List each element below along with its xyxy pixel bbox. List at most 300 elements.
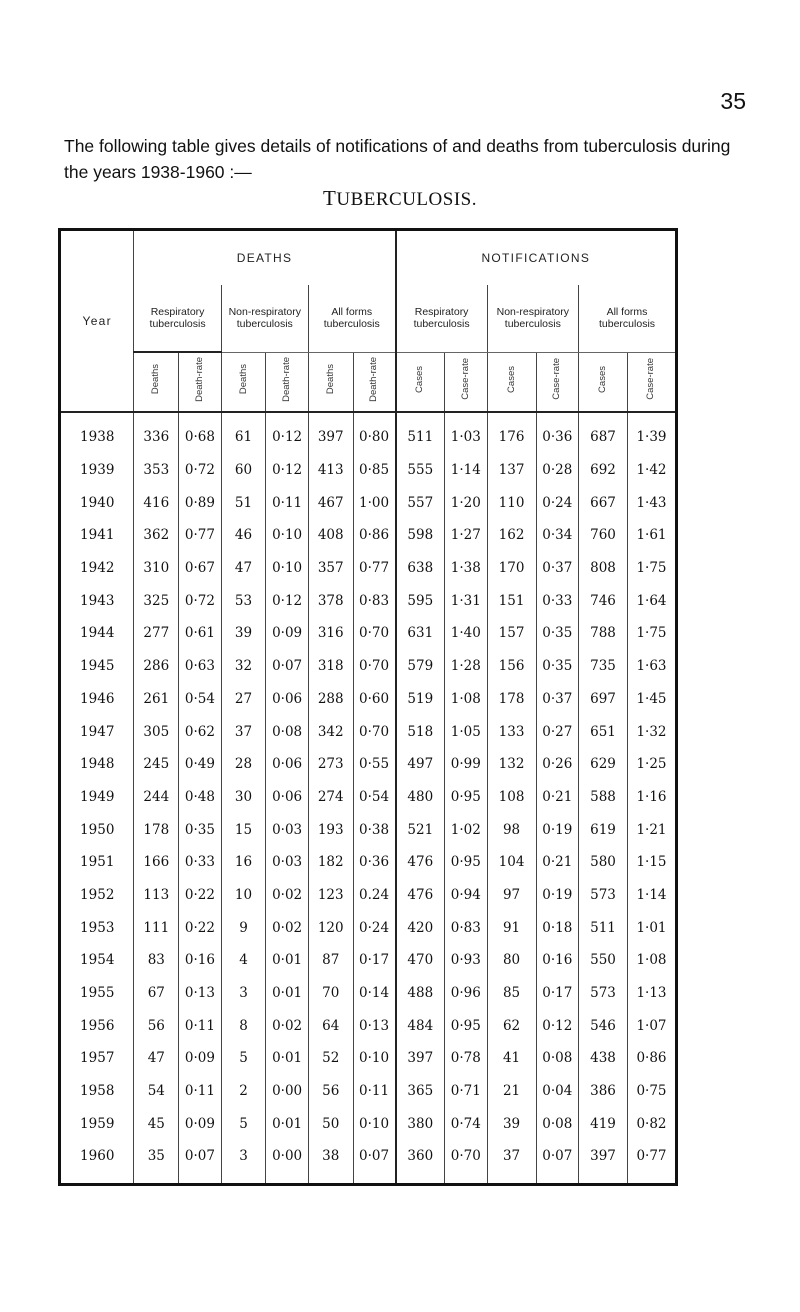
subhead-deaths: Deaths: [134, 352, 179, 412]
table-row: [60, 1042, 677, 1075]
cell-all-case-rate: 1·25: [627, 748, 676, 781]
cell-nonresp-cases: 41: [487, 1042, 536, 1075]
cell-nonresp-death-rate: 0·08: [266, 715, 309, 748]
table-row: [60, 748, 677, 781]
cell-year: 1950: [80, 821, 115, 838]
table-row: [60, 486, 677, 519]
cell-nonresp-case-rate: 0·26: [536, 748, 579, 781]
cell-all-case-rate: 1·14: [627, 879, 676, 912]
table-row: [60, 683, 677, 716]
cell-resp-cases: 480: [396, 781, 445, 814]
cell-resp-case-rate: 1·40: [445, 617, 488, 650]
cell-nonresp-death-rate: 0·02: [266, 879, 309, 912]
cell-nonresp-case-rate: 0·07: [536, 1140, 579, 1184]
cell-resp-cases: 380: [396, 1107, 445, 1140]
cell-all-death-rate: 0·70: [353, 650, 396, 683]
cell-nonresp-cases: 178: [487, 683, 536, 716]
subhead-deaths: Deaths: [308, 352, 353, 412]
notif-nonrespiratory-header: Non-respiratory tuberculosis: [487, 285, 578, 352]
cell-resp-death-rate: 0·48: [179, 781, 222, 814]
cell-nonresp-deaths: 46: [221, 519, 266, 552]
cell-year: 1940: [80, 494, 115, 511]
cell-resp-case-rate: 0·78: [445, 1042, 488, 1075]
cell-nonresp-deaths: 47: [221, 552, 266, 585]
cell-all-case-rate: 1·45: [627, 683, 676, 716]
cell-resp-cases: 476: [396, 879, 445, 912]
cell-resp-case-rate: 0·74: [445, 1107, 488, 1140]
cell-resp-death-rate: 0·16: [179, 944, 222, 977]
cell-all-deaths: 397: [308, 412, 353, 454]
cell-nonresp-death-rate: 0·11: [266, 486, 309, 519]
heading-rest: UBERCULOSIS.: [336, 189, 477, 210]
cell-nonresp-death-rate: 0·06: [266, 683, 309, 716]
cell-all-death-rate: 0·13: [353, 1009, 396, 1042]
cell-nonresp-case-rate: 0·04: [536, 1075, 579, 1108]
cell-resp-cases: 420: [396, 911, 445, 944]
cell-resp-cases: 557: [396, 486, 445, 519]
cell-nonresp-cases: 62: [487, 1009, 536, 1042]
cell-all-deaths: 273: [308, 748, 353, 781]
table-row: [60, 813, 677, 846]
cell-nonresp-case-rate: 0·18: [536, 911, 579, 944]
cell-resp-deaths: 83: [134, 944, 179, 977]
cell-all-deaths: 70: [308, 977, 353, 1010]
cell-resp-cases: 360: [396, 1140, 445, 1184]
cell-resp-death-rate: 0·35: [179, 813, 222, 846]
cell-nonresp-cases: 170: [487, 552, 536, 585]
deaths-allforms-header: All forms tuberculosis: [308, 285, 395, 352]
subhead-death-rate: Death-rate: [353, 352, 396, 412]
cell-year: 1958: [80, 1083, 115, 1100]
cell-resp-cases: 519: [396, 683, 445, 716]
cell-year: 1959: [80, 1115, 115, 1132]
subhead-death-rate: Death-rate: [266, 352, 309, 412]
cell-all-cases: 760: [579, 519, 628, 552]
cell-resp-cases: 579: [396, 650, 445, 683]
cell-resp-death-rate: 0·13: [179, 977, 222, 1010]
cell-resp-case-rate: 0·95: [445, 846, 488, 879]
cell-resp-deaths: 245: [134, 748, 179, 781]
cell-all-deaths: 316: [308, 617, 353, 650]
cell-all-death-rate: 0·86: [353, 519, 396, 552]
cell-all-cases: 573: [579, 977, 628, 1010]
cell-all-death-rate: 1·00: [353, 486, 396, 519]
cell-resp-deaths: 336: [134, 412, 179, 454]
cell-all-death-rate: 0·70: [353, 715, 396, 748]
cell-all-death-rate: 0·60: [353, 683, 396, 716]
cell-all-case-rate: 0·77: [627, 1140, 676, 1184]
cell-resp-deaths: 286: [134, 650, 179, 683]
cell-year: 1960: [80, 1148, 115, 1165]
cell-year: 1938: [80, 429, 115, 446]
cell-resp-cases: 555: [396, 454, 445, 487]
cell-all-case-rate: 1·13: [627, 977, 676, 1010]
cell-all-cases: 619: [579, 813, 628, 846]
cell-nonresp-death-rate: 0·01: [266, 977, 309, 1010]
cell-all-cases: 667: [579, 486, 628, 519]
cell-all-cases: 788: [579, 617, 628, 650]
cell-all-cases: 808: [579, 552, 628, 585]
table-row: [60, 911, 677, 944]
cell-resp-cases: 476: [396, 846, 445, 879]
cell-nonresp-case-rate: 0·08: [536, 1107, 579, 1140]
cell-nonresp-cases: 98: [487, 813, 536, 846]
cell-resp-case-rate: 0·95: [445, 1009, 488, 1042]
cell-all-death-rate: 0·07: [353, 1140, 396, 1184]
cell-nonresp-case-rate: 0·21: [536, 846, 579, 879]
cell-resp-case-rate: 1·31: [445, 584, 488, 617]
cell-nonresp-death-rate: 0·12: [266, 454, 309, 487]
cell-resp-deaths: 54: [134, 1075, 179, 1108]
cell-resp-case-rate: 0·71: [445, 1075, 488, 1108]
cell-nonresp-death-rate: 0·06: [266, 781, 309, 814]
cell-all-deaths: 467: [308, 486, 353, 519]
cell-all-deaths: 274: [308, 781, 353, 814]
cell-all-deaths: 87: [308, 944, 353, 977]
year-header: Year: [82, 314, 112, 328]
cell-nonresp-death-rate: 0·03: [266, 813, 309, 846]
cell-all-case-rate: 1·39: [627, 412, 676, 454]
cell-year: 1948: [80, 756, 115, 773]
cell-resp-case-rate: 1·27: [445, 519, 488, 552]
cell-year: 1949: [80, 788, 115, 805]
cell-nonresp-case-rate: 0·17: [536, 977, 579, 1010]
cell-all-cases: 588: [579, 781, 628, 814]
cell-all-deaths: 378: [308, 584, 353, 617]
cell-nonresp-cases: 132: [487, 748, 536, 781]
subhead-cases: Cases: [579, 352, 628, 412]
cell-resp-deaths: 56: [134, 1009, 179, 1042]
cell-nonresp-case-rate: 0·19: [536, 879, 579, 912]
cell-all-death-rate: 0·38: [353, 813, 396, 846]
cell-nonresp-deaths: 51: [221, 486, 266, 519]
cell-resp-cases: 631: [396, 617, 445, 650]
deaths-header: DEATHS: [134, 230, 396, 286]
table-row: [60, 1009, 677, 1042]
cell-year: 1942: [80, 560, 115, 577]
cell-resp-death-rate: 0·67: [179, 552, 222, 585]
cell-all-case-rate: 1·32: [627, 715, 676, 748]
cell-all-deaths: 120: [308, 911, 353, 944]
cell-all-case-rate: 1·15: [627, 846, 676, 879]
cell-all-deaths: 123: [308, 879, 353, 912]
cell-year: 1952: [80, 886, 115, 903]
table-row: [60, 519, 677, 552]
cell-resp-deaths: 35: [134, 1140, 179, 1184]
cell-all-case-rate: 0·86: [627, 1042, 676, 1075]
cell-nonresp-case-rate: 0·35: [536, 650, 579, 683]
cell-nonresp-cases: 104: [487, 846, 536, 879]
cell-nonresp-case-rate: 0·24: [536, 486, 579, 519]
cell-nonresp-deaths: 28: [221, 748, 266, 781]
cell-all-case-rate: 0·75: [627, 1075, 676, 1108]
cell-resp-cases: 638: [396, 552, 445, 585]
table-row: [60, 977, 677, 1010]
intro-paragraph: The following table gives details of notifications of and deaths from tuberculosis during the years 1938-1960 :—: [64, 136, 731, 182]
cell-nonresp-cases: 37: [487, 1140, 536, 1184]
cell-nonresp-deaths: 16: [221, 846, 266, 879]
cell-all-death-rate: 0·80: [353, 412, 396, 454]
cell-nonresp-cases: 97: [487, 879, 536, 912]
cell-all-cases: 692: [579, 454, 628, 487]
table-row: [60, 781, 677, 814]
cell-year: 1947: [80, 723, 115, 740]
cell-resp-cases: 511: [396, 412, 445, 454]
cell-nonresp-death-rate: 0·07: [266, 650, 309, 683]
cell-all-death-rate: 0·14: [353, 977, 396, 1010]
cell-resp-case-rate: 0·96: [445, 977, 488, 1010]
cell-nonresp-cases: 151: [487, 584, 536, 617]
cell-resp-death-rate: 0·22: [179, 911, 222, 944]
cell-nonresp-deaths: 61: [221, 412, 266, 454]
table-row: [60, 650, 677, 683]
cell-nonresp-deaths: 60: [221, 454, 266, 487]
cell-resp-death-rate: 0·89: [179, 486, 222, 519]
cell-all-death-rate: 0·70: [353, 617, 396, 650]
cell-all-deaths: 413: [308, 454, 353, 487]
cell-resp-deaths: 47: [134, 1042, 179, 1075]
cell-all-cases: 746: [579, 584, 628, 617]
subhead-case-rate: Case-rate: [536, 352, 579, 412]
subhead-case-rate: Case-rate: [445, 352, 488, 412]
cell-resp-death-rate: 0·09: [179, 1042, 222, 1075]
cell-year: 1941: [80, 527, 115, 544]
cell-year: 1956: [80, 1017, 115, 1034]
cell-nonresp-death-rate: 0·01: [266, 1107, 309, 1140]
cell-resp-case-rate: 1·38: [445, 552, 488, 585]
cell-resp-death-rate: 0·63: [179, 650, 222, 683]
cell-all-case-rate: 1·42: [627, 454, 676, 487]
cell-nonresp-cases: 21: [487, 1075, 536, 1108]
cell-nonresp-case-rate: 0·27: [536, 715, 579, 748]
cell-resp-deaths: 113: [134, 879, 179, 912]
cell-resp-cases: 497: [396, 748, 445, 781]
cell-year: 1939: [80, 462, 115, 479]
cell-resp-case-rate: 1·20: [445, 486, 488, 519]
cell-nonresp-deaths: 3: [221, 1140, 266, 1184]
cell-nonresp-death-rate: 0·00: [266, 1140, 309, 1184]
cell-all-death-rate: 0·77: [353, 552, 396, 585]
cell-resp-cases: 397: [396, 1042, 445, 1075]
cell-resp-case-rate: 1·28: [445, 650, 488, 683]
cell-resp-death-rate: 0·54: [179, 683, 222, 716]
cell-nonresp-cases: 91: [487, 911, 536, 944]
cell-nonresp-case-rate: 0·19: [536, 813, 579, 846]
cell-nonresp-cases: 85: [487, 977, 536, 1010]
table-row: [60, 715, 677, 748]
cell-resp-deaths: 111: [134, 911, 179, 944]
cell-nonresp-cases: 162: [487, 519, 536, 552]
cell-nonresp-deaths: 9: [221, 911, 266, 944]
cell-nonresp-deaths: 3: [221, 977, 266, 1010]
cell-nonresp-deaths: 8: [221, 1009, 266, 1042]
deaths-respiratory-header: Respiratory tuberculosis: [134, 285, 221, 352]
cell-all-cases: 697: [579, 683, 628, 716]
cell-all-case-rate: 1·16: [627, 781, 676, 814]
cell-resp-death-rate: 0·22: [179, 879, 222, 912]
cell-nonresp-deaths: 27: [221, 683, 266, 716]
cell-all-cases: 419: [579, 1107, 628, 1140]
cell-nonresp-deaths: 5: [221, 1107, 266, 1140]
cell-all-death-rate: 0·85: [353, 454, 396, 487]
cell-all-cases: 735: [579, 650, 628, 683]
cell-nonresp-deaths: 39: [221, 617, 266, 650]
cell-resp-case-rate: 1·08: [445, 683, 488, 716]
cell-nonresp-death-rate: 0·01: [266, 1042, 309, 1075]
cell-resp-deaths: 244: [134, 781, 179, 814]
cell-resp-deaths: 45: [134, 1107, 179, 1140]
cell-all-cases: 550: [579, 944, 628, 977]
cell-all-death-rate: 0·10: [353, 1042, 396, 1075]
cell-nonresp-death-rate: 0·03: [266, 846, 309, 879]
cell-nonresp-case-rate: 0·21: [536, 781, 579, 814]
cell-year: 1946: [80, 690, 115, 707]
cell-resp-death-rate: 0·72: [179, 454, 222, 487]
cell-resp-case-rate: 0·83: [445, 911, 488, 944]
cell-resp-deaths: 178: [134, 813, 179, 846]
subhead-case-rate: Case-rate: [627, 352, 676, 412]
table-heading: [0, 186, 800, 211]
cell-all-death-rate: 0·24: [353, 911, 396, 944]
cell-all-case-rate: 1·75: [627, 552, 676, 585]
cell-resp-death-rate: 0·77: [179, 519, 222, 552]
cell-all-cases: 386: [579, 1075, 628, 1108]
cell-resp-death-rate: 0·11: [179, 1075, 222, 1108]
cell-all-deaths: 342: [308, 715, 353, 748]
cell-resp-deaths: 353: [134, 454, 179, 487]
cell-nonresp-case-rate: 0·08: [536, 1042, 579, 1075]
cell-all-death-rate: 0·11: [353, 1075, 396, 1108]
cell-resp-case-rate: 0·93: [445, 944, 488, 977]
cell-nonresp-deaths: 32: [221, 650, 266, 683]
cell-nonresp-death-rate: 0·02: [266, 911, 309, 944]
cell-resp-case-rate: 0·70: [445, 1140, 488, 1184]
cell-nonresp-cases: 137: [487, 454, 536, 487]
cell-resp-deaths: 277: [134, 617, 179, 650]
cell-all-cases: 580: [579, 846, 628, 879]
cell-nonresp-cases: 80: [487, 944, 536, 977]
cell-all-death-rate: 0·36: [353, 846, 396, 879]
cell-nonresp-case-rate: 0·35: [536, 617, 579, 650]
cell-nonresp-case-rate: 0·33: [536, 584, 579, 617]
cell-all-deaths: 50: [308, 1107, 353, 1140]
cell-all-death-rate: 0·54: [353, 781, 396, 814]
cell-all-deaths: 64: [308, 1009, 353, 1042]
cell-all-deaths: 193: [308, 813, 353, 846]
cell-nonresp-deaths: 15: [221, 813, 266, 846]
cell-resp-case-rate: 1·14: [445, 454, 488, 487]
cell-nonresp-deaths: 53: [221, 584, 266, 617]
cell-resp-deaths: 416: [134, 486, 179, 519]
cell-nonresp-cases: 157: [487, 617, 536, 650]
cell-resp-cases: 488: [396, 977, 445, 1010]
cell-all-deaths: 288: [308, 683, 353, 716]
cell-resp-deaths: 325: [134, 584, 179, 617]
cell-resp-case-rate: 0·95: [445, 781, 488, 814]
cell-resp-case-rate: 0·99: [445, 748, 488, 781]
cell-nonresp-cases: 176: [487, 412, 536, 454]
cell-nonresp-deaths: 37: [221, 715, 266, 748]
cell-all-cases: 511: [579, 911, 628, 944]
cell-nonresp-death-rate: 0·00: [266, 1075, 309, 1108]
cell-resp-deaths: 67: [134, 977, 179, 1010]
cell-nonresp-death-rate: 0·09: [266, 617, 309, 650]
subhead-deaths: Deaths: [221, 352, 266, 412]
cell-all-death-rate: 0.24: [353, 879, 396, 912]
cell-nonresp-cases: 39: [487, 1107, 536, 1140]
cell-all-deaths: 408: [308, 519, 353, 552]
cell-nonresp-cases: 110: [487, 486, 536, 519]
cell-year: 1944: [80, 625, 115, 642]
cell-nonresp-cases: 108: [487, 781, 536, 814]
cell-resp-cases: 521: [396, 813, 445, 846]
cell-nonresp-case-rate: 0·28: [536, 454, 579, 487]
cell-all-case-rate: 1·61: [627, 519, 676, 552]
cell-nonresp-deaths: 10: [221, 879, 266, 912]
cell-all-cases: 573: [579, 879, 628, 912]
table-row: [60, 1075, 677, 1108]
cell-nonresp-case-rate: 0·34: [536, 519, 579, 552]
table-row: [60, 1140, 677, 1184]
subhead-death-rate: Death-rate: [179, 352, 222, 412]
cell-resp-death-rate: 0·09: [179, 1107, 222, 1140]
cell-year: 1957: [80, 1050, 115, 1067]
cell-resp-cases: 595: [396, 584, 445, 617]
cell-resp-case-rate: 1·03: [445, 412, 488, 454]
cell-all-death-rate: 0·55: [353, 748, 396, 781]
table-row: [60, 1107, 677, 1140]
cell-resp-case-rate: 0·94: [445, 879, 488, 912]
cell-year: 1955: [80, 985, 115, 1002]
cell-resp-death-rate: 0·68: [179, 412, 222, 454]
cell-nonresp-death-rate: 0·02: [266, 1009, 309, 1042]
cell-year: 1951: [80, 854, 115, 871]
table-row: [60, 552, 677, 585]
cell-all-deaths: 52: [308, 1042, 353, 1075]
table-row: [60, 412, 677, 454]
subhead-cases: Cases: [487, 352, 536, 412]
cell-nonresp-death-rate: 0·10: [266, 552, 309, 585]
cell-resp-deaths: 310: [134, 552, 179, 585]
cell-nonresp-deaths: 5: [221, 1042, 266, 1075]
page-number: 35: [720, 88, 746, 114]
cell-resp-cases: 518: [396, 715, 445, 748]
notifications-header: NOTIFICATIONS: [396, 230, 677, 286]
cell-resp-case-rate: 1·05: [445, 715, 488, 748]
table-row: [60, 584, 677, 617]
cell-all-deaths: 318: [308, 650, 353, 683]
cell-all-case-rate: 0·82: [627, 1107, 676, 1140]
cell-all-death-rate: 0·17: [353, 944, 396, 977]
cell-year: 1945: [80, 658, 115, 675]
cell-year: 1943: [80, 592, 115, 609]
cell-all-case-rate: 1·63: [627, 650, 676, 683]
cell-all-deaths: 182: [308, 846, 353, 879]
cell-nonresp-death-rate: 0·10: [266, 519, 309, 552]
cell-resp-deaths: 362: [134, 519, 179, 552]
cell-resp-deaths: 166: [134, 846, 179, 879]
cell-nonresp-death-rate: 0·12: [266, 412, 309, 454]
cell-nonresp-cases: 133: [487, 715, 536, 748]
cell-resp-death-rate: 0·07: [179, 1140, 222, 1184]
table-row: [60, 617, 677, 650]
subhead-cases: Cases: [396, 352, 445, 412]
cell-nonresp-case-rate: 0·37: [536, 683, 579, 716]
notif-allforms-header: All forms tuberculosis: [579, 285, 677, 352]
cell-all-deaths: 56: [308, 1075, 353, 1108]
deaths-nonrespiratory-header: Non-respiratory tuberculosis: [221, 285, 308, 352]
cell-all-case-rate: 1·08: [627, 944, 676, 977]
